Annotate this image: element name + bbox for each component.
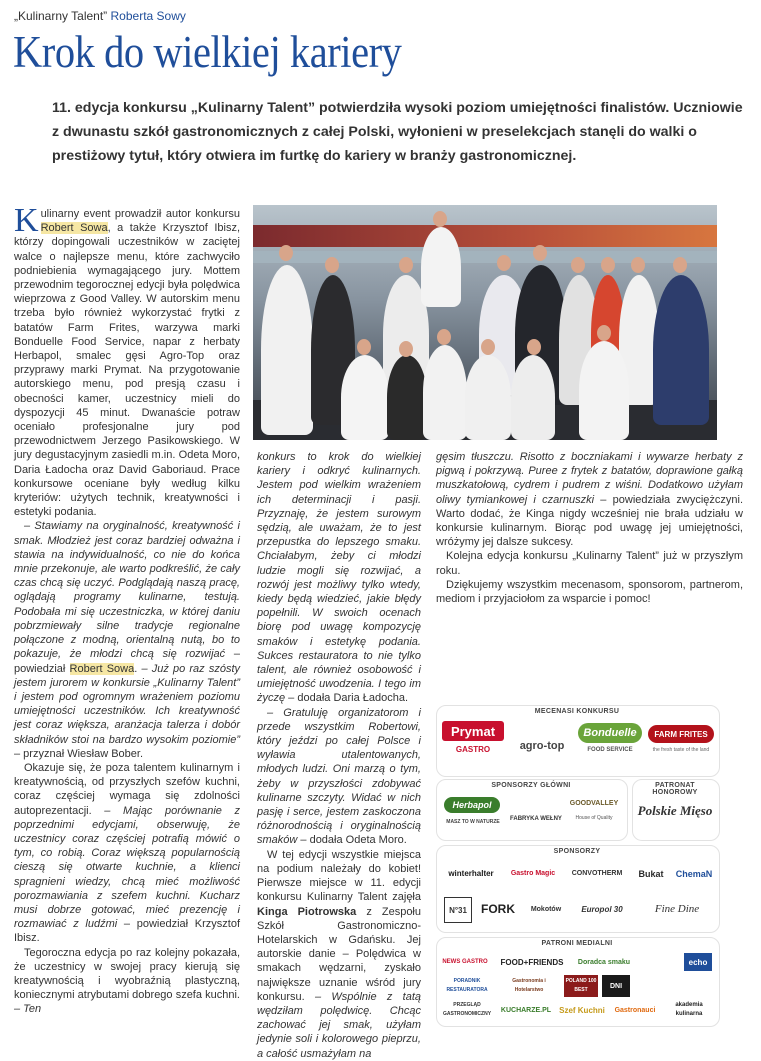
winterhalter-logo: winterhalter <box>448 868 494 878</box>
sponsorzy-title: SPONSORZY <box>553 848 601 855</box>
szef-kuchni-logo: Szef Kuchni <box>559 1005 605 1015</box>
gastro-logo: GASTRO <box>455 744 491 754</box>
glowni-title: SPONSORZY GŁÓWNI <box>491 782 571 789</box>
paragraph: – Stawiamy na oryginalność, kreatywność i smak. Młodzież jest coraz bardziej odważna i stawia na indywidualność, co nie do końca mnie przekonuje, ale warto podkreślić, że cały czas chcą się uczyć. Podglądają naszą pracę, oglądają programy kulinarne, testują. Podobała mi się uczestniczka, w której daniu pobrzmiewały silne tradycje regionalne połączone z modną, orientalną nutą, bo to pokazuje, że młodzi chcą się rozwijać – powiedział Robert Sowa. – Już po raz szósty jestem jurorem w konkursie „Kulinarny Talent” i jestem pod ogromnym wrażeniem poziomu umiejętności uczestników. Ich kreatywność jest coraz większa, aranżacja talerza i dobór składników stoi na bardzo wysokim poziomie” – przyznał Wiesław Bober. <box>14 520 241 760</box>
kucharze-pl-logo: KUCHARZE.PL <box>500 1006 552 1014</box>
column-3 <box>436 450 743 690</box>
paragraph: Kulinarny event prowadził autor konkursu Robert Sowa, a także Krzysztof Ibisz, którzy dopingowali uczestników w zaciętej walce o najlepsze menu, które zachwyciło podniebienia wymagającego jury. Mottem przewodnim tegorocznej edycji była polędwica wieprzowa z Good Valley. W autorskim menu trzeba było również wykorzystać frytki z batatów Farm Frites, warzywa marki Bonduelle Food Service, napar z herbaty Herbapol, smalec gęsi Agro-Top oraz przyprawy marki Prymat. Na przygotowanie autorskiego menu, pod presją czasu i obecności kamer, uczestnicy mieli do dyspozycji 45 minut. Dwanaście potraw oceniało profesjonalne jury pod przewodnictwem Jerzego Pasikowskiego. W jury degustacyjnym zasiedli m.in. Odeta Moro, Daria Ładocha oraz David Gaboriaud. Prace konkursowe oceniane były według kilku kryteriów: użytych technik, kreatywności i estetyki podania. <box>14 202 241 519</box>
highlight-name: Robert Sowa <box>69 662 135 675</box>
chemam-logo: ChemaN <box>675 868 713 879</box>
farm-frites-tagline: the fresh taste of the land <box>652 746 710 753</box>
paragraph: gęsim tłuszczu. Risotto z boczniakami i wywarze herbaty z pigwą i pokrzywą. Puree z frytek z batatów, doprawione gałką muszkatołową, cydrem i pudrem z wiśni. Dodatkowo użyłam oliwy tymiankowej i czarnuszki – powiedziała zwyciężczyni. Warto dodać, że Kinga nigdy wcześniej nie brała udziału w konkursie kulinarnym. Biorąc pod uwagę jej umiejętności, wróżymy jej dalsze sukcesy. <box>436 451 744 549</box>
echo-logo: echo <box>684 953 712 971</box>
winner-name: Kinga Piotrowska <box>257 905 357 918</box>
kicker <box>14 9 186 23</box>
poradnik-restauratora-logo: PORADNIK RESTAURATORA <box>446 978 488 993</box>
goodvalley-tagline: House of Quality <box>575 814 613 821</box>
kicker-author: Roberta Sowy <box>110 9 186 23</box>
gastronauci-logo: Gastronauci <box>614 1006 656 1014</box>
paragraph: – Gratuluję organizatorom i przede wszystkim Robertowi, który jeździ po całej Polsce i wyławia utalentowanych, młodych ludzi. Oni marzą o tym, żeby w przyszłości zdobywać kulinarne szczyty. Widać w nich pasję i serce, jestem zaskoczona różnorodnością i oryginalnością smaków – dodała Odeta Moro. <box>257 706 421 847</box>
paragraph: Tegoroczna edycja po raz kolejny pokazała, że uczestnicy w swojej pracy kierują się kreatywnością i wyobraźnią plastyczną, koniecznymi atrybutami dobrego szefa kuchni. – Ten <box>14 946 240 1016</box>
mokotow-logo: Mokotów <box>530 905 562 913</box>
honorowy-title: PATRONAT HONOROWY <box>652 782 698 796</box>
article-lead: 11. edycja konkursu „Kulinarny Talent” potwierdziła wysoki poziom umiejętności finalistów. Uczniowie z dwunastu szkół gastronomicznych z całej Polski, wyłonieni w preselekcjach stanęli do walki o prestiżowy tytuł, który otwiera im furtkę do kariery w branży gastronomicznej. <box>52 100 743 164</box>
column-1 <box>14 202 241 1029</box>
fabryka-welny-logo: FABRYKA WEŁNY <box>510 815 562 822</box>
column-2 <box>257 450 421 1060</box>
drop-cap: K <box>14 202 39 239</box>
no31-logo: N°31 <box>444 897 472 923</box>
media-title: PATRONI MEDIALNI <box>541 940 613 947</box>
goodvalley-logo: GOODVALLEY <box>569 799 619 807</box>
sponsors-panel <box>436 705 720 1027</box>
paragraph: konkurs to krok do wielkiej kariery i odkryć kulinarnych. Jestem pod wielkim wrażeniem ich determinacji i pasji. Przyznaję, że jestem surowym sędzią, ale uważam, że to jest przepustka do lepszego smaku. Chciałabym, żeby ci młodzi ludzie mogli się rozwijać, a rozwój jest możliwy tylko wtedy, kiedy będą wiedzieć, jakie błędy popełnili. W swoich ocenach biorę pod uwagę kompozycję smaków i estetykę podania. Sukces restauratora to nie tylko talent, ale również osobowość i umiejętność uwodzenia. I tego im życzę – dodała Daria Ładocha. <box>257 451 421 705</box>
food-friends-logo: FOOD+FRIENDS <box>500 957 564 967</box>
fork-logo: FORK <box>481 901 515 916</box>
paragraph: W tej edycji wszystkie miejsca na podium należały do kobiet! Pierwsze miejsce w 11. edycji konkursu Kulinarny Talent zajęła Kinga Piotrowska z Zespołu Szkół Gastronomiczno-Hotelarskich w Gdańsku. Jej autorskie danie – Polędwica w smakach wędzarni, zyskało największe uznanie wśród jury konkursu. – Wspólnie z tatą wędziłam polędwicę. Chcąc zachować jej smak, użyłam jedynie soli i kolorowego pieprzu, a całość usmażyłam na <box>257 848 421 1060</box>
przeglad-gastronomiczny-logo: PRZEGLĄD GASTRONOMICZNY <box>442 1002 492 1017</box>
convotherm-logo: CONVOTHERM <box>571 869 623 877</box>
farm-frites-logo: FARM FRITES <box>648 725 714 743</box>
doradca-smaku-logo: Doradca smaku <box>577 958 631 966</box>
gastronomia-hotelarstwo-logo: Gastronomia i Hotelarstwo <box>512 978 546 993</box>
poland-100-best-logo: POLAND 100 BEST <box>564 975 598 997</box>
food-service-label: FOOD SERVICE <box>587 746 633 753</box>
akademia-kulinarna-logo: akademia kulinarna <box>675 1002 703 1017</box>
paragraph: Dziękujemy wszystkim mecenasom, sponsorom, partnerom, mediom i przyjaciołom za wsparcie i pomoc! <box>436 578 743 606</box>
mecenasi-title: MECENASI KONKURSU <box>534 708 620 715</box>
series-name: „Kulinarny Talent” <box>14 9 108 23</box>
highlight-name: Robert Sowa <box>40 222 108 235</box>
polskie-mieso-logo: Polskie Mięso <box>637 802 713 818</box>
paragraph: Okazuje się, że poza talentem kulinarnym i kreatywnością, od przyszłych szefów kuchni, coraz częściej wymaga się zdolności autoprezentacji. – Mając porównanie z poprzednimi edycjami, obserwuję, że uczestnicy coraz częściej potrafią mówić o tym, co robią. Coraz większą popularnością cieszą się otwarte kuchnie, a klienci spragnieni wiedzy, chcą mieć możliwość porozmawiania z szefem kuchni. Kucharz musi dobrze gotować, mieć prezencję i rozmawiać z ludźmi – powiedział Krzysztof Ibisz. <box>14 761 240 945</box>
paragraph: Kolejna edycja konkursu „Kulinarny Talent” już w przyszłym roku. <box>436 550 743 577</box>
dni-logo: DNI <box>602 975 630 997</box>
prymat-logo: Prymat <box>442 721 504 741</box>
herbapol-tagline: MASZ TO W NATURZE <box>446 818 500 825</box>
fine-dine-logo: Fine Dine <box>654 902 700 915</box>
europol-logo: Europol 30 <box>581 904 623 914</box>
bonduelle-logo: Bonduelle <box>578 723 642 743</box>
news-gastro-logo: NEWS GASTRO <box>442 958 488 965</box>
gastro-magic-logo: Gastro Magic <box>510 869 556 877</box>
group-photo <box>253 205 717 440</box>
article-title: Krok do wielkiej kariery <box>13 27 402 77</box>
agro-top-logo: agro-top <box>519 739 565 752</box>
herbapol-logo: Herbapol <box>444 797 500 813</box>
bukat-logo: Bukat <box>638 868 664 879</box>
